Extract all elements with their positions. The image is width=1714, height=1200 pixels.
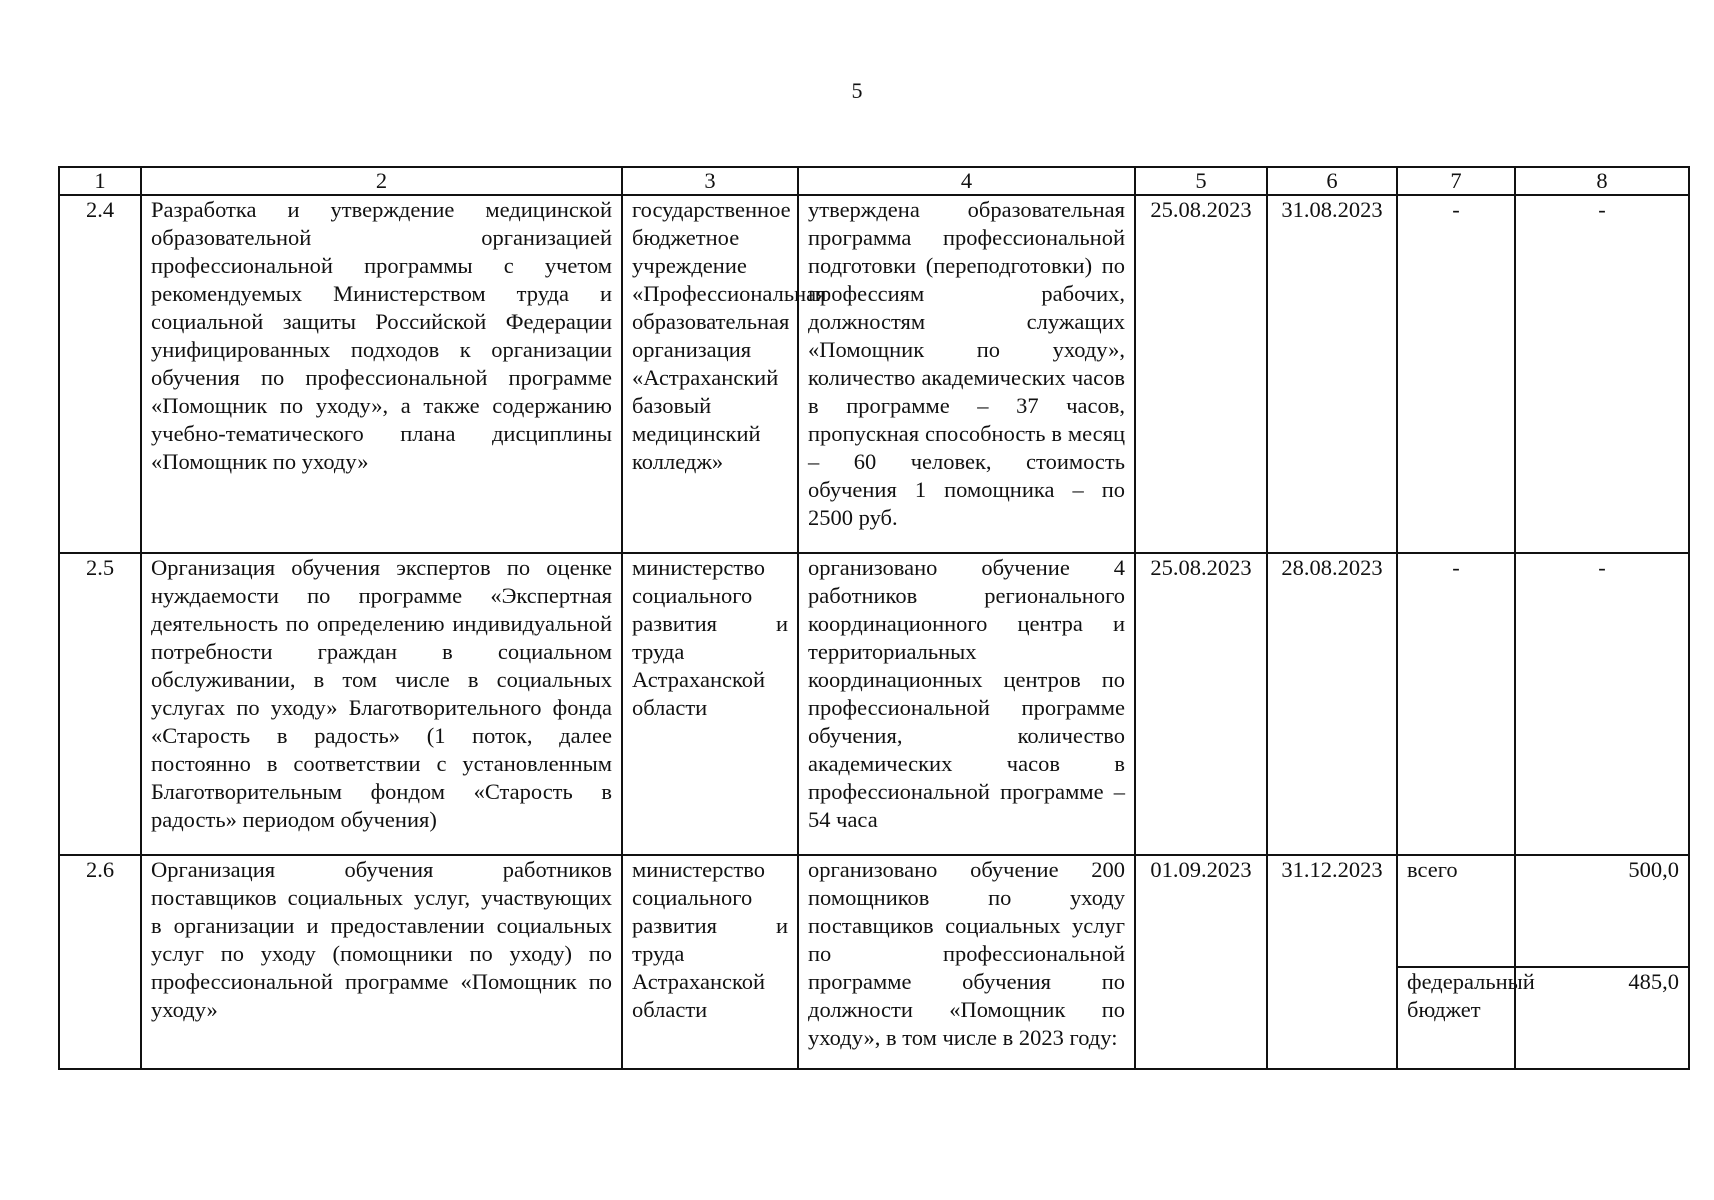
table-row <box>59 553 1689 855</box>
funding-amount: - <box>1515 195 1689 553</box>
col-header: 6 <box>1267 167 1397 195</box>
expected-result: организовано обучение 200 помощников по уходу поставщиков социальных услуг по профессиональной программе обучения по должности «Помощник по уходу», в том числе в 2023 году: <box>798 855 1135 1069</box>
col-header: 2 <box>141 167 622 195</box>
start-date: 25.08.2023 <box>1135 553 1267 855</box>
page-number: 5 <box>851 78 863 103</box>
col-header: 4 <box>798 167 1135 195</box>
col-header: 5 <box>1135 167 1267 195</box>
responsible-party: государственное бюджетное учреждение «Профессиональная образовательная организация «Астраханский базовый медицинский колледж» <box>622 195 798 553</box>
activity-description: Разработка и утверждение медицинской образовательной организацией профессиональной программы с учетом рекомендуемых Министерством труда и социальной защиты Российской Федерации унифицированных подходов к организации обучения по профессиональной программе «Помощник по уходу», а также содержанию учебно-тематического плана дисциплины «Помощник по уходу» <box>141 195 622 553</box>
header-row <box>59 167 1689 195</box>
expected-result: утверждена образовательная программа профессиональной подготовки (переподготовки) по профессиям рабочих, должностям служащих «Помощник по уходу», количество академических часов в программе – 37 часов, пропускная способность в месяц – 60 человек, стоимость обучения 1 помощника – по 2500 руб. <box>798 195 1135 553</box>
row-number: 2.6 <box>59 855 141 1069</box>
funding-source: всего <box>1397 855 1515 967</box>
responsible-party: министерство социального развития и труда Астраханской области <box>622 855 798 1069</box>
col-header: 8 <box>1515 167 1689 195</box>
col-header: 1 <box>59 167 141 195</box>
col-header: 3 <box>622 167 798 195</box>
table-row <box>59 195 1689 553</box>
start-date: 01.09.2023 <box>1135 855 1267 1069</box>
responsible-party: министерство социального развития и труда Астраханской области <box>622 553 798 855</box>
funding-amount: 485,0 <box>1515 967 1689 1069</box>
activity-description: Организация обучения работников поставщиков социальных услуг, участвующих в организации и предоставлении социальных услуг по уходу (помощники по уходу) по профессиональной программе «Помощник по уходу» <box>141 855 622 1069</box>
row-number: 2.5 <box>59 553 141 855</box>
funding-amount: - <box>1515 553 1689 855</box>
action-plan-table <box>58 166 1690 1070</box>
table-row <box>59 855 1689 967</box>
end-date: 31.12.2023 <box>1267 855 1397 1069</box>
end-date: 31.08.2023 <box>1267 195 1397 553</box>
col-header: 7 <box>1397 167 1515 195</box>
funding-source: - <box>1397 553 1515 855</box>
end-date: 28.08.2023 <box>1267 553 1397 855</box>
funding-source: - <box>1397 195 1515 553</box>
row-number: 2.4 <box>59 195 141 553</box>
funding-amount: 500,0 <box>1515 855 1689 967</box>
expected-result: организовано обучение 4 работников регионального координационного центра и территориальных координационных центров по профессиональной программе обучения, количество академических часов в профессиональной программе – 54 часа <box>798 553 1135 855</box>
activity-description: Организация обучения экспертов по оценке нуждаемости по программе «Экспертная деятельность по определению индивидуальной потребности граждан в социальном обслуживании, в том числе в социальных услугах по уходу» Благотворительного фонда «Старость в радость» (1 поток, далее постоянно в соответствии с установленным Благотворительным фондом «Старость в радость» периодом обучения) <box>141 553 622 855</box>
funding-source: федеральный бюджет <box>1397 967 1515 1069</box>
start-date: 25.08.2023 <box>1135 195 1267 553</box>
